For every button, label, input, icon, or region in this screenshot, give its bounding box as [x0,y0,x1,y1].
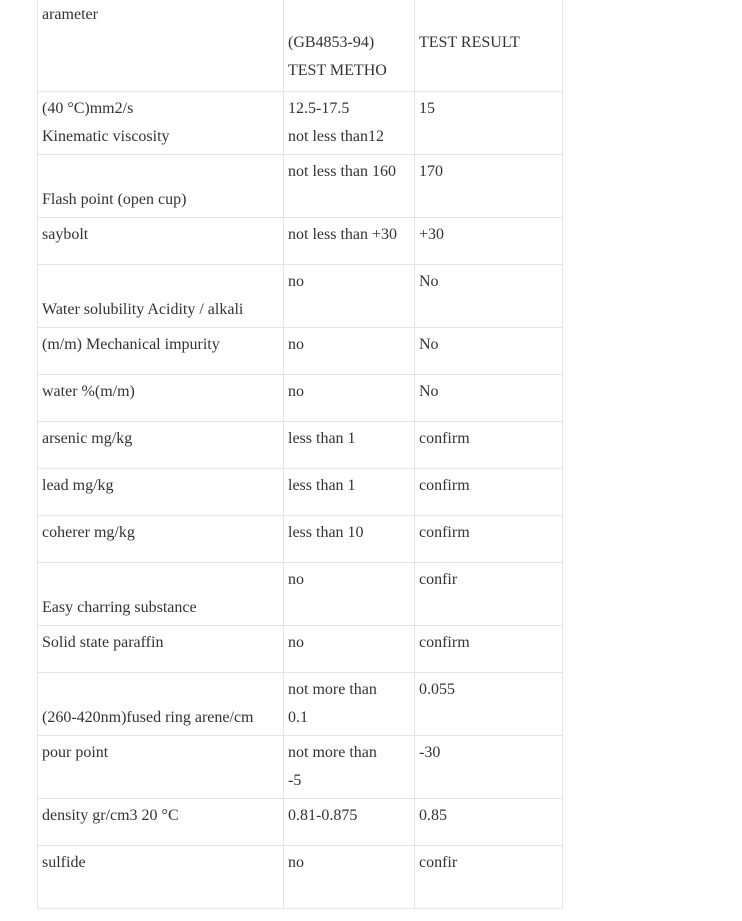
cell-text-line: lead mg/kg [42,477,114,494]
table-row [38,265,563,328]
cell-text-line: 0.055 [419,681,455,698]
test-result-cell [415,375,563,422]
cell-text-line: (40 °C)mm2/s [42,100,134,117]
table-row [38,516,563,563]
cell-text-line: no [288,273,304,290]
cell-text-line: confirm [419,477,470,494]
cell-text-line: 0.85 [419,807,447,824]
test-method-cell [284,626,415,673]
table-row [38,375,563,422]
parameter-cell [38,0,284,92]
parameter-cell [38,155,284,218]
test-method-cell [284,328,415,375]
cell-text-line [288,1,410,29]
cell-text-line: +30 [419,226,445,243]
cell-text-line: no [288,571,304,588]
parameter-cell [38,626,284,673]
table-row [38,626,563,673]
parameter-cell [38,328,284,375]
cell-text-line: 0.1 [288,709,308,726]
test-result-cell [415,422,563,469]
cell-text-line: confirm [419,430,470,447]
test-result-cell [415,469,563,516]
table-row [38,469,563,516]
cell-text-line [42,158,279,186]
test-method-cell [284,736,415,799]
test-result-cell [415,516,563,563]
cell-text-line: no [288,336,304,353]
parameter-cell [38,265,284,328]
cell-text-line: (m/m) Mechanical impurity [42,336,220,353]
cell-text-line: coherer mg/kg [42,524,135,541]
cell-text-line: less than 10 [288,524,364,541]
spec-table-body [38,0,563,909]
cell-text-line: water %(m/m) [42,383,135,400]
cell-text-line: (260-420nm)fused ring arene/cm [42,709,254,726]
cell-text-line: confirm [419,634,470,651]
test-method-cell [284,0,415,92]
cell-text-line: no [288,383,304,400]
cell-text-line: density gr/cm3 20 °C [42,807,179,824]
table-row [38,673,563,736]
table-row [38,563,563,626]
cell-text-line: not less than +30 [288,226,398,243]
test-method-cell [284,846,415,909]
test-result-cell [415,328,563,375]
test-method-cell [284,265,415,328]
table-row [38,846,563,909]
table-row [38,328,563,375]
cell-text-line: confir [419,854,458,871]
table-row [38,422,563,469]
parameter-cell [38,92,284,155]
cell-text-line: No [419,336,439,353]
cell-text-line: no [288,854,304,871]
test-result-cell [415,673,563,736]
test-result-cell [415,563,563,626]
cell-text-line: arameter [42,6,98,23]
cell-text-line: Water solubility Acidity / alkali [42,301,244,318]
parameter-cell [38,563,284,626]
parameter-cell [38,422,284,469]
table-row [38,92,563,155]
cell-text-line: no [288,634,304,651]
cell-text-line: (GB4853-94) [288,34,375,51]
test-result-cell [415,799,563,846]
test-result-cell [415,846,563,909]
test-result-cell [415,155,563,218]
cell-text-line [42,268,279,296]
parameter-cell [38,516,284,563]
cell-text-line: TEST METHO [288,62,387,79]
parameter-cell [38,846,284,909]
cell-text-line: Flash point (open cup) [42,191,187,208]
cell-text-line: No [419,383,439,400]
cell-text-line: pour point [42,744,109,761]
parameter-cell [38,799,284,846]
parameter-cell [38,375,284,422]
cell-text-line: 170 [419,163,443,180]
cell-text-line: less than 1 [288,430,356,447]
test-method-cell [284,218,415,265]
test-result-cell [415,92,563,155]
cell-text-line: sulfide [42,854,86,871]
cell-text-line: Solid state paraffin [42,634,164,651]
test-method-cell [284,673,415,736]
cell-text-line: TEST RESULT [419,34,520,51]
cell-text-line: not more than [288,744,377,761]
test-result-cell [415,0,563,92]
cell-text-line [419,1,558,29]
table-row [38,218,563,265]
cell-text-line: -5 [288,772,302,789]
test-method-cell [284,469,415,516]
cell-text-line: -30 [419,744,441,761]
test-result-cell [415,218,563,265]
parameter-cell [38,469,284,516]
test-result-cell [415,265,563,328]
test-result-cell [415,736,563,799]
cell-text-line: not less than12 [288,128,384,145]
test-result-cell [415,626,563,673]
cell-text-line: not less than 160 [288,163,396,180]
cell-text-line: Easy charring substance [42,599,197,616]
cell-text-line: Kinematic viscosity [42,128,170,145]
table-row [38,736,563,799]
test-method-cell [284,92,415,155]
parameter-cell [38,673,284,736]
cell-text-line: not more than [288,681,377,698]
cell-text-line: confirm [419,524,470,541]
table-row [38,799,563,846]
cell-text-line [42,676,279,704]
cell-text-line [42,566,279,594]
cell-text-line: less than 1 [288,477,356,494]
cell-text-line: confir [419,571,458,588]
cell-text-line: No [419,273,439,290]
cell-text-line: arsenic mg/kg [42,430,133,447]
test-method-cell [284,375,415,422]
test-method-cell [284,516,415,563]
spec-table [37,0,563,909]
cell-text-line: 15 [419,100,435,117]
test-method-cell [284,422,415,469]
cell-text-line: saybolt [42,226,89,243]
parameter-cell [38,736,284,799]
test-method-cell [284,563,415,626]
table-row [38,0,563,92]
test-method-cell [284,155,415,218]
parameter-cell [38,218,284,265]
table-row [38,155,563,218]
cell-text-line: 0.81-0.875 [288,807,358,824]
cell-text-line: 12.5-17.5 [288,100,350,117]
test-method-cell [284,799,415,846]
